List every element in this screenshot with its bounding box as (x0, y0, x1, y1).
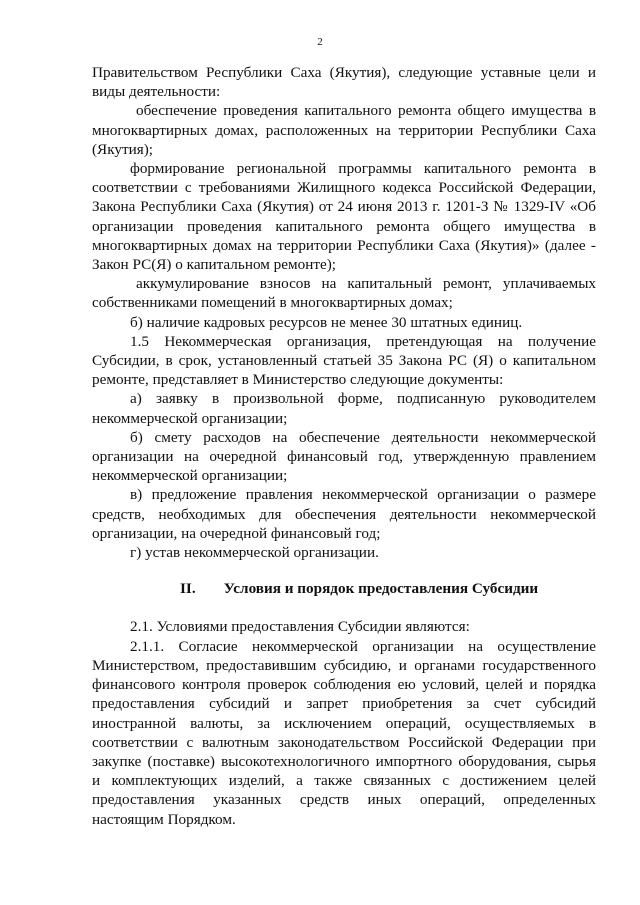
paragraph: б) смету расходов на обеспечение деятельности некоммерческой организации на очередной финансовый год, утвержденную правлением некоммерческой организации; (92, 428, 596, 485)
paragraph: а) заявку в произвольной форме, подписанную руководителем некоммерческой организации; (92, 390, 596, 427)
document-body (92, 63, 596, 829)
paragraph: 2.1.1. Согласие некоммерческой организации на осуществление Министерством, предоставившим субсидию, и органами государственного финансового контроля проверок соблюдения ею условий, целей и порядка предоставления субсидий и запрет приобретения за счет субсидий иностранной валюты, за исключением операций, осуществляемых в соответствии с валютным законодательством Российской Федерации при закупке (поставке) высокотехнологичного импортного оборудования, сырья и комплектующих изделий, а также связанных с достижением целей предоставления указанных средств иных операций, определенных настоящим Порядком. (92, 637, 596, 828)
section-heading (92, 579, 596, 598)
section-number: II. (180, 580, 196, 598)
paragraph: аккумулирование взносов на капитальный ремонт, уплачиваемых собственниками помещений в многоквартирных домах; (92, 275, 596, 312)
paragraph: б) наличие кадровых ресурсов не менее 30 штатных единиц. (130, 313, 523, 331)
paragraph: в) предложение правления некоммерческой организации о размере средств, необходимых для обеспечения деятельности некоммерческой организации, на очередной финансовый год; (92, 486, 596, 542)
section-title: Условия и порядок предоставления Субсидии (223, 580, 539, 598)
paragraph: 2.1. Условиями предоставления Субсидии являются: (130, 618, 470, 636)
paragraph: 1.5 Некоммерческая организация, претендующая на получение Субсидии, в срок, установленный статьей 35 Закона РС (Я) о капитальном ремонте, представляет в Министерство следующие документы: (92, 332, 596, 389)
page-number: 2 (317, 36, 323, 48)
paragraph: Правительством Республики Саха (Якутия), следующие уставные цели и виды деятельности: (92, 64, 596, 101)
paragraph: формирование региональной программы капитального ремонта в соответствии с требованиями Жилищного кодекса Российской Федерации, Закона Республики Саха (Якутия) от 24 июня 2013 г. 1201-З № 1329-IV «Об организации проведения капитального ремонта общего имущества в многоквартирных домах на территории Республики Саха (Якутия)» (далее - Закон РС(Я) о капитальном ремонте); (92, 160, 596, 274)
paragraph: обеспечение проведения капитального ремонта общего имущества в многоквартирных домах, расположенных на территории Республики Саха (Якутия); (92, 102, 596, 158)
paragraph: г) устав некоммерческой организации. (130, 544, 379, 562)
